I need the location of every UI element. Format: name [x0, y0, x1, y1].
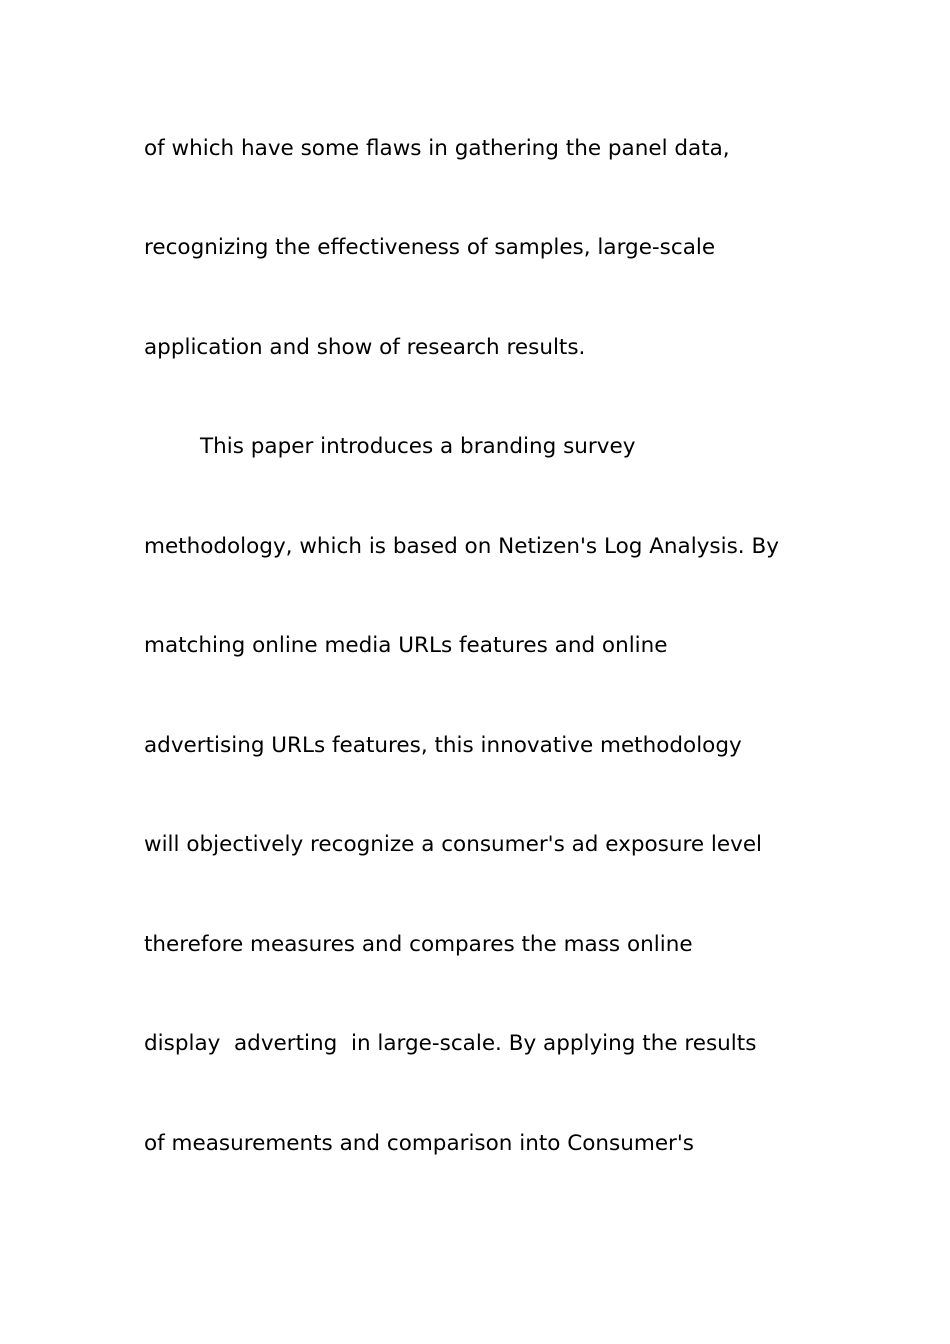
text-line: recognizing the effectiveness of samples, large-scale — [144, 235, 716, 260]
text-line: display adverting in large-scale. By applying the results — [144, 1031, 757, 1056]
text-line: of which have some flaws in gathering the panel data, — [144, 136, 730, 161]
text-line: methodology, which is based on Netizen's Log Analysis. By — [144, 534, 779, 559]
text-line: will objectively recognize a consumer's ad exposure level — [144, 832, 763, 857]
text-line: therefore measures and compares the mass online — [144, 932, 693, 957]
text-line: matching online media URLs features and online — [144, 633, 668, 658]
paragraph-start-line: This paper introduces a branding survey — [200, 434, 636, 459]
text-line: advertising URLs features, this innovative methodology — [144, 733, 742, 758]
text-line: application and show of research results. — [144, 335, 586, 360]
text-line: of measurements and comparison into Consumer's — [144, 1131, 695, 1156]
